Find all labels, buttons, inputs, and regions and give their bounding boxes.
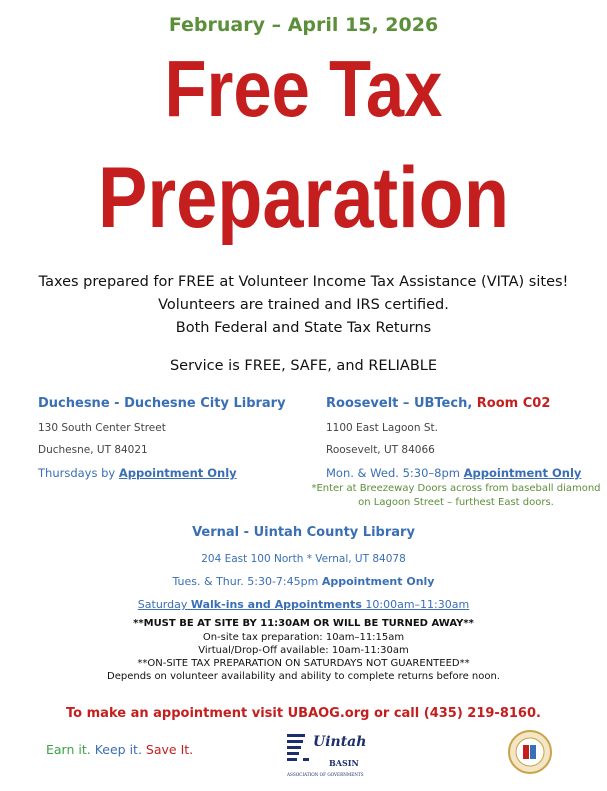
vernal-hours-prefix: Tues. & Thur. 5:30-7:45pm [172, 575, 322, 588]
vernal-must-arrive: **MUST BE AT SITE BY 11:30AM OR WILL BE TURNED AWAY** [133, 618, 474, 629]
intro-line-1: Taxes prepared for FREE at Volunteer Income Tax Assistance (VITA) sites! [38, 274, 569, 290]
headline-preparation: Preparation [97, 150, 509, 246]
roosevelt-title [326, 396, 550, 411]
vernal-virtual: Virtual/Drop-Off available: 10am-11:30am [198, 645, 409, 656]
roosevelt-address-1: 1100 East Lagoon St. [326, 422, 438, 434]
appointment-call-to-action: To make an appointment visit UBAOG.org or call (435) 219-8160. [66, 706, 541, 721]
roosevelt-title-text: Roosevelt – UBTech, [326, 396, 477, 411]
roosevelt-entry-note: *Enter at Breezeway Doors across from baseball diamond on Lagoon Street – furthest East doors. [311, 483, 601, 508]
duchesne-title: Duchesne - Duchesne City Library [38, 396, 286, 411]
duchesne-address-1: 130 South Center Street [38, 422, 166, 434]
duchesne-appointment-link[interactable]: Appointment Only [118, 466, 237, 480]
seal-icon [508, 730, 552, 774]
vernal-address: 204 East 100 North * Vernal, UT 84078 [201, 553, 406, 565]
roosevelt-appointment-link[interactable]: Appointment Only [463, 466, 582, 480]
vernal-saturday-walkins: Walk-ins and Appointments [190, 598, 362, 611]
vernal-saturday-prefix: Saturday [137, 598, 191, 611]
date-range: February – April 15, 2026 [168, 14, 439, 36]
vernal-hours [0, 575, 607, 588]
intro-line-3: Both Federal and State Tax Returns [175, 320, 432, 336]
svg-text:BASIN: BASIN [329, 758, 359, 768]
headline-free-tax: Free Tax [164, 44, 443, 133]
vernal-appointment: Appointment Only [321, 575, 435, 588]
intro-line-4: Service is FREE, SAFE, and RELIABLE [169, 358, 438, 374]
roosevelt-hours-prefix: Mon. & Wed. 5:30–8pm [326, 466, 464, 480]
roosevelt-hours [326, 466, 581, 480]
slogan-keep: Keep it. [94, 742, 142, 757]
slogan [46, 742, 193, 757]
duchesne-hours [38, 466, 237, 480]
slogan-earn: Earn it. [46, 742, 91, 757]
roosevelt-address-2: Roosevelt, UT 84066 [326, 444, 435, 456]
slogan-save: Save It. [145, 742, 194, 757]
vernal-saturday-time: 10:00am–11:30am [361, 598, 470, 611]
vernal-not-guaranteed: **ON-SITE TAX PREPARATION ON SATURDAYS NOT GUARENTEED** [137, 658, 470, 669]
uintah-basin-logo [283, 728, 379, 780]
vernal-title: Vernal - Uintah County Library [192, 525, 415, 540]
vernal-onsite: On-site tax preparation: 10am–11:15am [202, 632, 405, 643]
duchesne-address-2: Duchesne, UT 84021 [38, 444, 148, 456]
duchesne-hours-prefix: Thursdays by [38, 466, 119, 480]
svg-text:ASSOCIATION OF GOVERNMENTS: ASSOCIATION OF GOVERNMENTS [287, 772, 364, 777]
vernal-saturday [0, 598, 607, 611]
svg-text:Uintah: Uintah [313, 734, 367, 750]
vernal-depends: Depends on volunteer availability and ability to complete returns before noon. [107, 671, 500, 682]
roosevelt-room: Room C02 [476, 396, 551, 411]
intro-line-2: Volunteers are trained and IRS certified. [158, 297, 449, 313]
